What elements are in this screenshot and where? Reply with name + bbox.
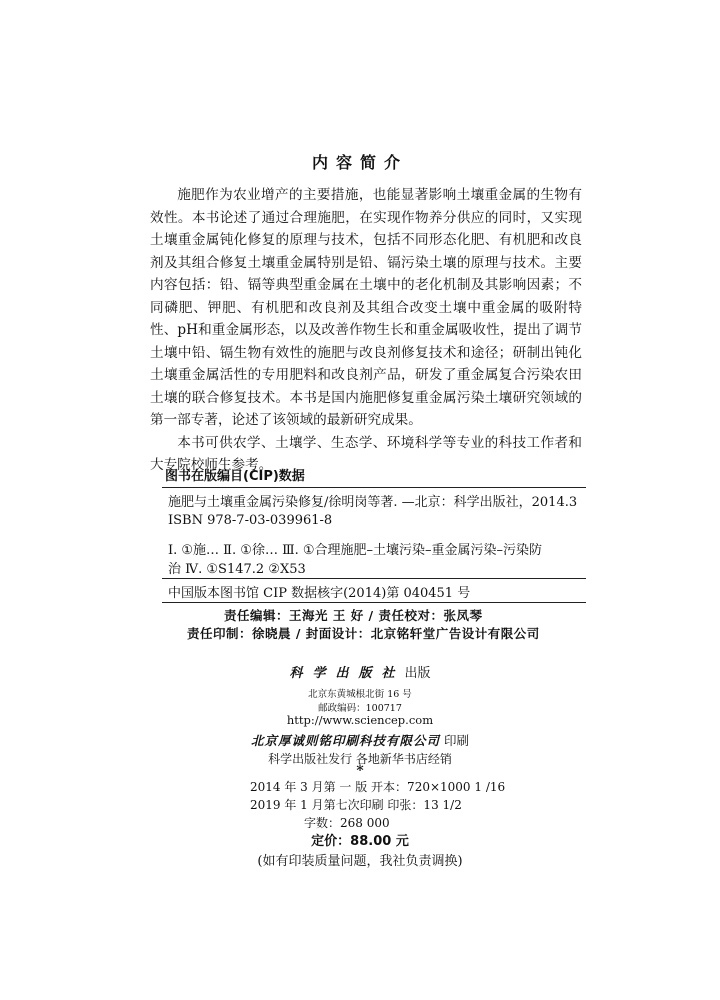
cip-record-number: 中国版本图书馆 CIP 数据核字(2014)第 040451 号 [168, 586, 471, 601]
publisher-name: 科学出版社 [289, 666, 405, 681]
cip-classification-line: Ⅰ. ①施… Ⅱ. ①徐… Ⅲ. ①合理施肥–土壤污染–重金属污染–污染防 [168, 543, 543, 558]
cip-heading: 图书在版编目(CIP)数据 [165, 469, 305, 484]
separator-star: * [356, 763, 364, 779]
summary-body [150, 184, 582, 477]
publisher-postcode: 邮政编码：100717 [318, 703, 402, 714]
cip-classification-line-2: 治 Ⅳ. ①S147.2 ②X53 [168, 562, 306, 577]
publisher-url: http://www.sciencep.com [286, 713, 434, 727]
publisher-suffix: 出版 [404, 666, 431, 681]
printing-line: 2019 年 1 月第七次印刷 印张：13 1/2 [250, 798, 462, 812]
cip-middle-rule [162, 578, 586, 579]
publisher-line [0, 662, 720, 681]
printer-suffix: 印刷 [443, 733, 469, 748]
cip-bottom-rule [162, 602, 586, 603]
distribution-line: 科学出版社发行 各地新华书店经销 [268, 752, 452, 766]
summary-paragraph-2: 本书可供农学、土壤学、生态学、环境科学等专业的科技工作者和大专院校师生参考。 [150, 434, 582, 473]
cip-top-rule [162, 487, 586, 488]
cip-isbn-line: ISBN 978-7-03-039961-8 [168, 513, 333, 528]
quality-note: (如有印装质量问题，我社负责调换) [257, 854, 463, 869]
edition-line: 2014 年 3 月第 一 版 开本：720×1000 1 /16 [250, 780, 506, 794]
word-count: 字数：268 000 [304, 816, 390, 830]
editor-credits: 责任编辑：王海光 王 好 / 责任校对：张凤琴 [224, 608, 483, 623]
price: 定价：88.00 元 [311, 834, 409, 849]
summary-title: 内容简介 [311, 153, 408, 172]
printer-line [0, 731, 720, 749]
printer-name: 北京厚诚则铭印刷科技有限公司 [250, 733, 440, 748]
cip-title-line: 施肥与土壤重金属污染修复/徐明岗等著. —北京：科学出版社，2014.3 [168, 495, 578, 510]
summary-paragraph-1: 施肥作为农业增产的主要措施，也能显著影响土壤重金属的生物有效性。本书论述了通过合理施肥，在实现作物养分供应的同时，又实现土壤重金属钝化修复的原理与技术，包括不同形态化肥、有机肥和改良剂及其组合修复土壤重金属特别是铅、镉污染土壤的原理与技术。主要内容包括：铅、镉等典型重金属在土壤中的老化机制及其影响因素；不同磷肥、钾肥、有机肥和改良剂及其组合改变土壤中重金属的吸附特性、pH和重金属形态，以及改善作物生长和重金属吸收性，提出了调节土壤中铅、镉生物有效性的施肥与改良剂修复技术和途径；研制出钝化土壤重金属活性的专用肥料和改良剂产品，研发了重金属复合污染农田土壤的联合修复技术。本书是国内施肥修复重金属污染土壤研究领域的第一部专著，论述了该领域的最新研究成果。 [150, 187, 582, 428]
production-credits: 责任印制：徐晓晨 / 封面设计：北京铭轩堂广告设计有限公司 [187, 626, 540, 641]
publisher-address: 北京东黄城根北街 16 号 [308, 689, 412, 700]
